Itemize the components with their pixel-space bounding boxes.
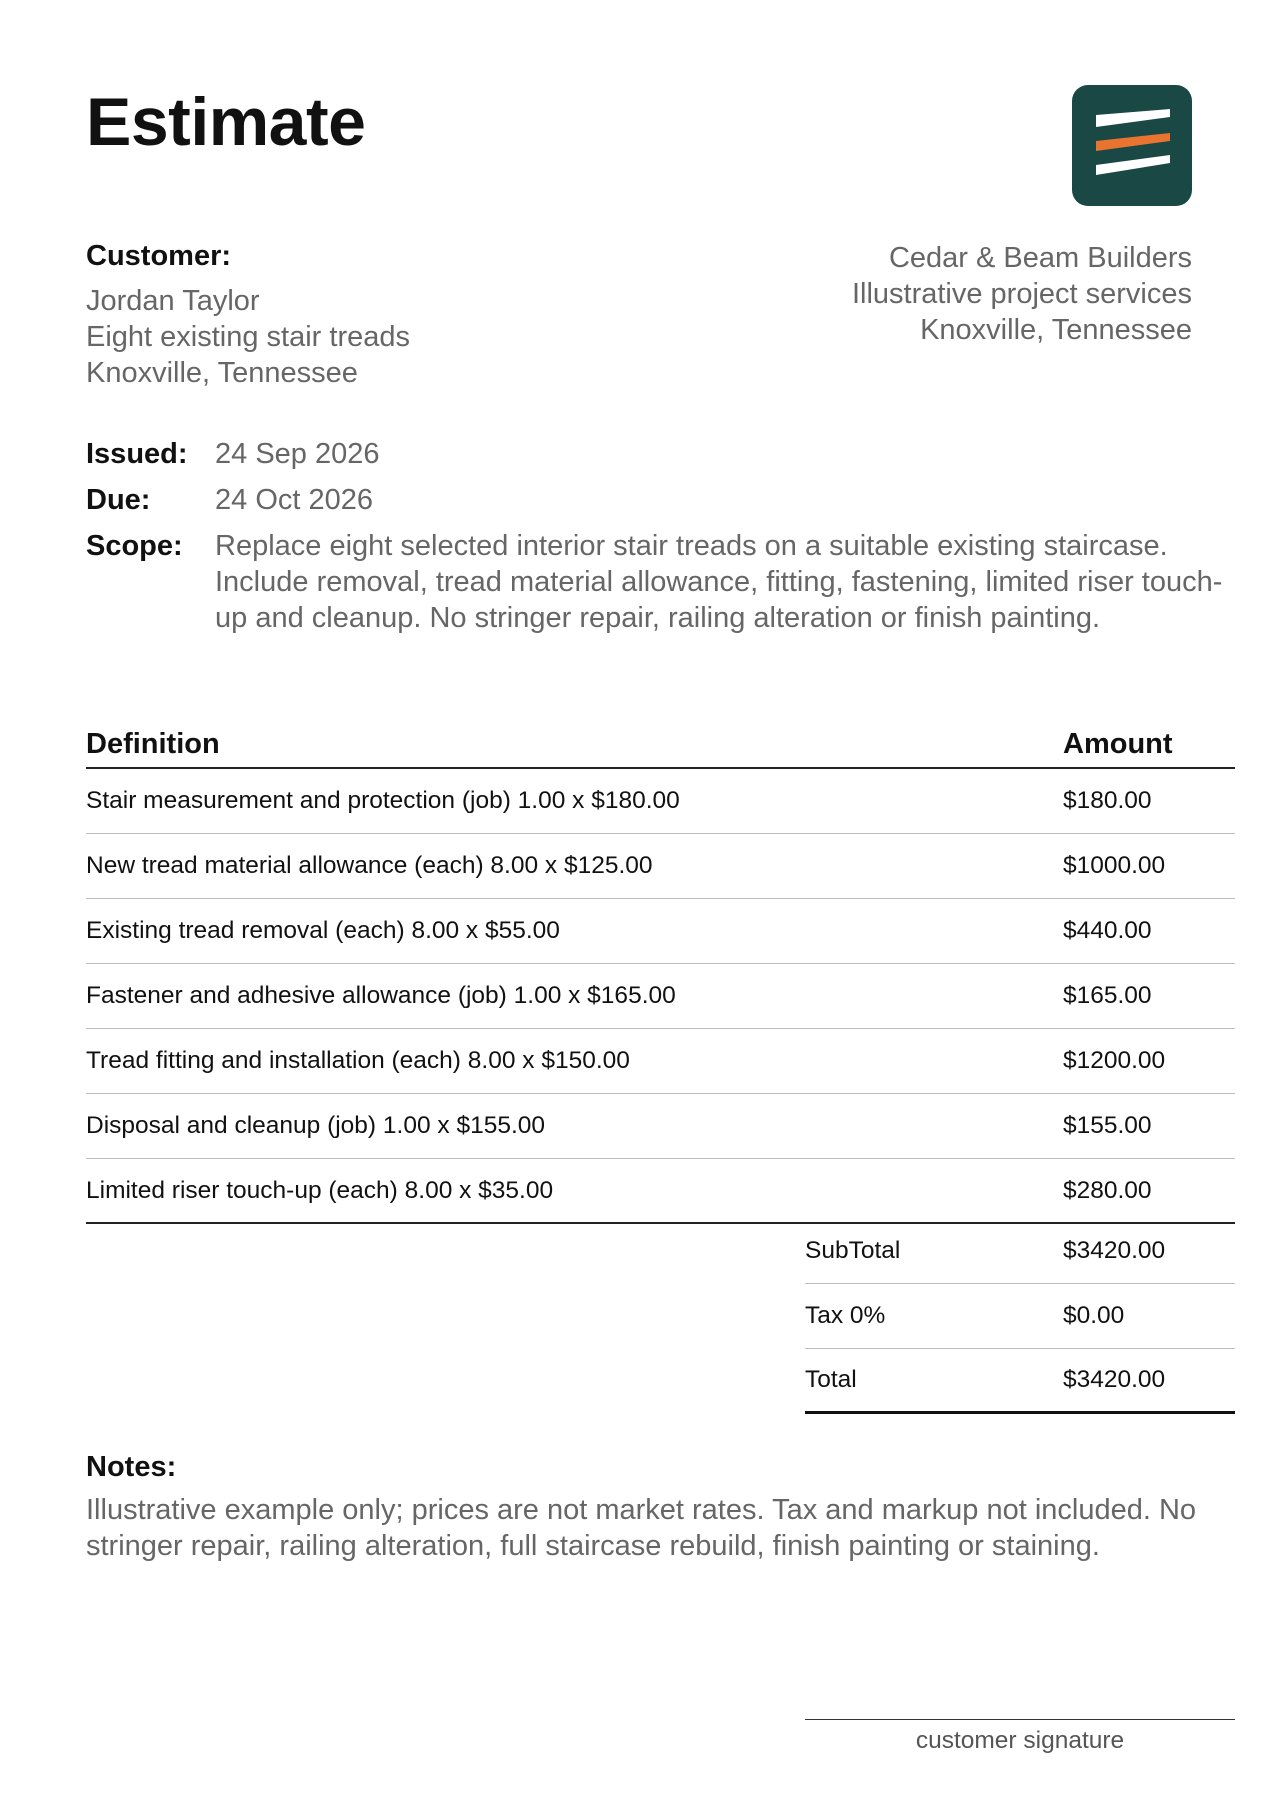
scope-label: Scope: [86, 530, 183, 562]
table-row [86, 1094, 1235, 1159]
table-row [86, 1029, 1235, 1094]
header-amount: Amount [1063, 728, 1173, 760]
row-amount: $1200.00 [1063, 1047, 1166, 1074]
subtotal-value: $3420.00 [1063, 1237, 1166, 1264]
due-date: 24 Oct 2026 [215, 484, 373, 516]
company-tagline: Illustrative project services [851, 278, 1192, 310]
signature-caption: customer signature [915, 1727, 1125, 1754]
row-amount: $165.00 [1063, 982, 1152, 1009]
customer-label: Customer: [86, 240, 232, 272]
line-items-table [86, 724, 1235, 1224]
document-title: Estimate [86, 84, 366, 160]
tax-value: $0.00 [1063, 1302, 1125, 1329]
customer-block [86, 240, 646, 391]
company-logo-icon [1072, 85, 1192, 206]
total-value: $3420.00 [1063, 1366, 1166, 1393]
tax-row [805, 1284, 1235, 1349]
table-row [86, 834, 1235, 899]
header-definition: Definition [86, 728, 220, 760]
notes-text: Illustrative example only; prices are not market rates. Tax and markup not included. No stringer repair, railing alteration, full staircase rebuild, finish painting or staining. [86, 1494, 1197, 1562]
tax-label: Tax 0% [805, 1302, 886, 1329]
row-definition: Disposal and cleanup (job) 1.00 x $155.00 [86, 1112, 546, 1139]
table-header [86, 724, 1235, 769]
customer-project: Eight existing stair treads [86, 321, 410, 353]
company-location: Knoxville, Tennessee [920, 314, 1192, 346]
row-definition: Stair measurement and protection (job) 1.00 x $180.00 [86, 787, 680, 814]
company-name: Cedar & Beam Builders [888, 242, 1192, 274]
row-amount: $1000.00 [1063, 852, 1166, 879]
signature-line[interactable] [805, 1719, 1235, 1720]
subtotal-row [805, 1219, 1235, 1284]
issued-date: 24 Sep 2026 [215, 438, 380, 470]
row-amount: $180.00 [1063, 787, 1152, 814]
scope-text: Replace eight selected interior stair treads on a suitable existing staircase. Include removal, tread material allowance, fitting, fastening, limited riser touch-up and cleanup. No stringer repair, railing alteration or finish painting. [215, 530, 1223, 634]
estimate-meta [86, 436, 1226, 646]
notes-label: Notes: [86, 1451, 177, 1483]
row-definition: Tread fitting and installation (each) 8.00 x $150.00 [86, 1047, 630, 1074]
total-row [805, 1349, 1235, 1414]
customer-location: Knoxville, Tennessee [86, 357, 358, 389]
table-row [86, 769, 1235, 834]
subtotal-label: SubTotal [805, 1237, 901, 1264]
customer-name: Jordan Taylor [86, 285, 260, 317]
total-label: Total [805, 1366, 857, 1393]
row-amount: $280.00 [1063, 1176, 1152, 1204]
due-row [86, 482, 1226, 518]
table-row [86, 964, 1235, 1029]
row-amount: $440.00 [1063, 917, 1152, 944]
row-definition: Limited riser touch-up (each) 8.00 x $35.00 [86, 1176, 554, 1204]
table-row [86, 1159, 1235, 1224]
issued-label: Issued: [86, 438, 188, 470]
notes-block [86, 1451, 1226, 1564]
row-definition: New tread material allowance (each) 8.00 x $125.00 [86, 852, 653, 879]
row-amount: $155.00 [1063, 1112, 1152, 1139]
scope-row [86, 528, 1226, 636]
row-definition: Existing tread removal (each) 8.00 x $55.00 [86, 917, 560, 944]
table-row [86, 899, 1235, 964]
due-label: Due: [86, 484, 151, 516]
issued-row [86, 436, 1226, 472]
company-block [632, 240, 1192, 348]
stacked-planks-icon [1072, 85, 1192, 206]
row-definition: Fastener and adhesive allowance (job) 1.00 x $165.00 [86, 982, 676, 1009]
totals-table [805, 1219, 1235, 1414]
